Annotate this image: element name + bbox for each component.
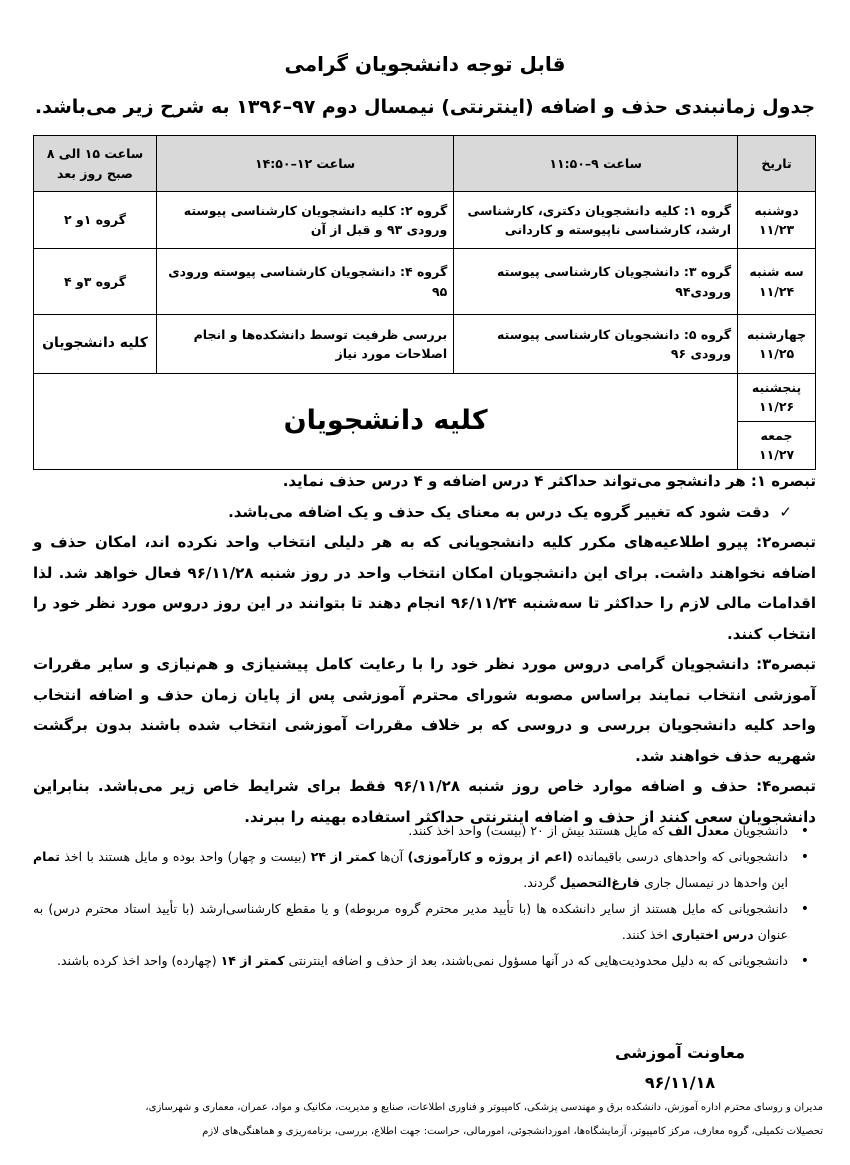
page-subtitle: جدول زمانبندی حذف و اضافه (اینترنتی) نیمسال دوم ۹۷–۱۳۹۶ به شرح زیر می‌باشد. — [34, 96, 816, 118]
emphasis: معدل الف — [668, 823, 730, 838]
check-icon: ✓ — [779, 502, 792, 521]
cell-slot3: گروه ۳و ۴ — [34, 249, 157, 315]
text: که مایل هستند بیش از ۲۰ (بیست) واحد اخذ کنند. — [408, 823, 669, 838]
header-date: تاریخ — [738, 136, 816, 192]
merged-all-students-cell: کلیه دانشجویان — [34, 374, 738, 470]
signature-block — [590, 1038, 770, 1098]
table-row — [34, 192, 816, 249]
check-text: دقت شود که تغییر گروه یک درس به معنای یک حذف و یک اضافه می‌باشد. — [228, 502, 770, 521]
footer-line-2: تحصیلات تکمیلی، گروه معارف، مرکز کامپیوتر، آزمایشگاه‌ها، اموردانشجوئی، امورمالی، حراست: جهت اطلاع، بررسی، برنامه‌ریزی و هماهنگی‌های لازم — [202, 1126, 823, 1137]
emphasis: فارغ‌التحصیل — [559, 875, 640, 890]
notes-section — [33, 466, 816, 832]
emphasis: کمتر از ۱۴ — [220, 953, 285, 968]
text: دانشجویانی که به دلیل محدودیت‌هایی که در آنها مسؤول نمی‌باشند، بعد از حذف و اضافه اینترنتی — [284, 953, 788, 968]
cell-slot2: گروه ۲: کلیه دانشجویان کارشناسی پیوسته ورودی ۹۳ و قبل از آن — [157, 192, 454, 249]
emphasis: (اعم از پروژه و کارآموزی) — [407, 849, 573, 864]
note-3: تبصره۳: دانشجویان گرامی دروس مورد نظر خود را با رعایت کامل پیشنیازی و هم‌نیازی و سایر مقررات آموزشی انتخاب نمایند براساس مصوبه شورای محترم آموزشی پس از پایان زمان حذف و اضافه انتخاب واحد کلیه دانشجویان بررسی و دروسی که بر خلاف مقررات آموزشی انتخاب شده باشند بدون برگشت شهریه حذف خواهند شد. — [33, 655, 816, 765]
bullet-icon: • — [800, 849, 809, 865]
emphasis: کمتر از ۲۴ — [310, 849, 376, 864]
cell-slot3: کلیه دانشجویان — [34, 315, 157, 374]
footer-line-1: مدیران و روسای محترم اداره آموزش، دانشکده برق و مهندسی پزشکی، کامپیوتر و فناوری اطلاعات، صنایع و مدیریت، مکانیک و مواد، عمران، معماری و شهرسازی، — [145, 1102, 823, 1113]
cell-date: جمعه ۱۱/۲۷ — [738, 421, 816, 469]
table-row — [34, 315, 816, 374]
cell-slot1: گروه ۳: دانشجویان کارشناسی پیوسته ورودی۹۴ — [454, 249, 738, 315]
note-2: تبصره۲: پیرو اطلاعیه‌های مکرر کلیه دانشجویانی که به هر دلیلی انتخاب واحد نکرده اند، امکان حذف و اضافه نخواهند داشت. برای این دانشجویان امکان انتخاب واحد در روز شنبه ۹۶/۱۱/۲۸ فعال خواهد شد. لذا اقدامات مالی لازم را حداکثر تا سه‌شنبه ۹۶/۱۱/۲۴ انجام دهند تا بتوانند در این روز دروس مورد نظر خود را انتخاب کنند. — [33, 533, 816, 643]
list-item — [33, 948, 816, 974]
list-item — [33, 818, 816, 844]
cell-date: پنجشنبه ۱۱/۲۶ — [738, 374, 816, 422]
cell-slot2: بررسی ظرفیت توسط دانشکده‌ها و انجام اصلاحات مورد نیاز — [157, 315, 454, 374]
bullet-icon: • — [800, 953, 809, 969]
note-check-line — [33, 497, 816, 528]
table-row — [34, 249, 816, 315]
text: این واحدها در نیمسال جاری — [639, 875, 788, 890]
cell-slot1: گروه ۵: دانشجویان کارشناسی پیوسته ورودی ۹۶ — [454, 315, 738, 374]
bullet-icon: • — [800, 823, 809, 839]
note-1: تبصره ۱: هر دانشجو می‌تواند حداکثر ۴ درس اضافه و ۴ درس حذف نماید. — [282, 472, 816, 490]
cell-slot1: گروه ۱: کلیه دانشجویان دکتری، کارشناسی ارشد، کارشناسی ناپیوسته و کاردانی — [454, 192, 738, 249]
page-title: قابل توجه دانشجویان گرامی — [284, 52, 566, 76]
emphasis: تمام — [33, 849, 60, 864]
text: (چهارده) واحد اخذ کرده باشند. — [57, 953, 221, 968]
bullet-icon: • — [800, 901, 809, 917]
cell-slot2: گروه ۴: دانشجویان کارشناسی پیوسته ورودی ۹۵ — [157, 249, 454, 315]
text: گردند. — [523, 875, 560, 890]
header-slot3: ساعت ۱۵ الی ۸ صبح روز بعد — [34, 136, 157, 192]
signature-title: معاونت آموزشی — [615, 1043, 745, 1062]
special-cases-list — [33, 818, 816, 974]
signature-date: ۹۶/۱۱/۱۸ — [644, 1073, 716, 1092]
table-header-row — [34, 136, 816, 192]
list-item — [33, 844, 816, 896]
schedule-table — [33, 135, 816, 470]
note-4: تبصره۴: حذف و اضافه موارد خاص روز شنبه ۹۶/۱۱/۲۸ فقط برای شرایط خاص زیر می‌باشد. بنابراین دانشجویان سعی کنند از حذف و اضافه اینترنتی حداکثر استفاده بهینه را ببرند. — [33, 777, 816, 826]
text: اخذ کنند. — [621, 927, 672, 942]
text: دانشجویانی که مایل هستند از سایر دانشکده ها (با تأیید مدیر محترم گروه مربوطه) و یا مقطع کارشناسی‌ارشد (با تأیید استاد محترم درس) به عنوان — [33, 901, 788, 942]
cell-slot3: گروه ۱و ۲ — [34, 192, 157, 249]
emphasis: درس اختیاری — [671, 927, 754, 942]
text: (بیست و چهار) واحد بوده و مایل هستند با اخذ — [59, 849, 311, 864]
text: آن‌ها — [375, 849, 408, 864]
cell-date: چهارشنبه ۱۱/۲۵ — [738, 315, 816, 374]
cell-date: سه شنبه ۱۱/۲۴ — [738, 249, 816, 315]
distribution-footer — [33, 1096, 823, 1144]
text: دانشجویان — [729, 823, 788, 838]
text: دانشجویانی که واحدهای درسی باقیمانده — [572, 849, 789, 864]
table-row — [34, 374, 816, 422]
cell-date: دوشنبه ۱۱/۲۳ — [738, 192, 816, 249]
header-slot2: ساعت ۱۲–۱۴:۵۰ — [157, 136, 454, 192]
header-slot1: ساعت ۹–۱۱:۵۰ — [454, 136, 738, 192]
list-item — [33, 896, 816, 948]
